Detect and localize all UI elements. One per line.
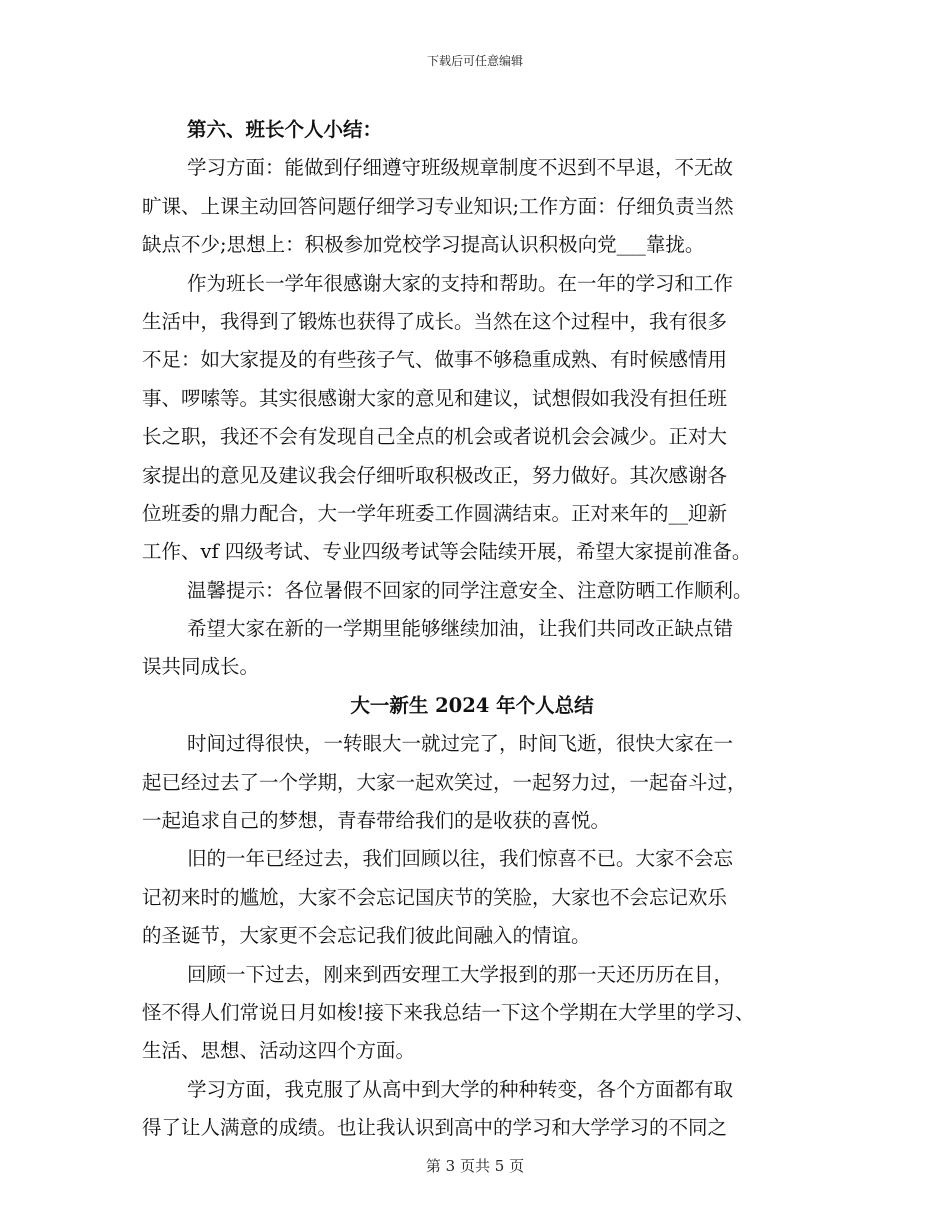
page-footer: 第 3 页共 5 页: [425, 1157, 525, 1175]
paragraph-line: 位班委的鼎力配合，大一学年班委工作圆满结束。正对来年的__迎新: [142, 501, 728, 525]
paragraph-line: 工作、vf 四级考试、专业四级考试等会陆续开展，希望大家提前准备。: [142, 540, 752, 564]
section-heading: 第六、班长个人小结：: [187, 118, 383, 141]
paragraph-line: 回顾一下过去，刚来到西安理工大学报到的那一天还历历在目，: [187, 962, 734, 986]
page-header: 下载后可任意编辑: [426, 54, 523, 68]
paragraph-line: 希望大家在新的一学期里能够继续加油，让我们共同改正缺点错: [187, 617, 734, 641]
paragraph-line: 时间过得很快，一转眼大一就过完了，时间飞逝，很快大家在一: [187, 732, 734, 756]
paragraph-line: 温馨提示：各位暑假不回家的同学注意安全、注意防晒工作顺利。: [187, 578, 753, 602]
paragraph-line: 得了让人满意的成绩。也让我认识到高中的学习和大学学习的不同之: [142, 1116, 728, 1140]
paragraph-line: 学习方面，我克服了从高中到大学的种种转变，各个方面都有取: [187, 1077, 734, 1101]
paragraph-line: 生活、思想、活动这四个方面。: [142, 1039, 416, 1063]
paragraph-line: 记初来时的尴尬，大家不会忘记国庆节的笑脸，大家也不会忘记欢乐: [142, 885, 728, 909]
paragraph-line: 作为班长一学年很感谢大家的支持和帮助。在一年的学习和工作: [187, 271, 734, 295]
paragraph-line: 误共同成长。: [142, 655, 260, 679]
paragraph-line: 起已经过去了一个学期，大家一起欢笑过，一起努力过，一起奋斗过，: [142, 770, 747, 794]
paragraph-line: 学习方面：能做到仔细遵守班级规章制度不迟到不早退，不无故: [187, 156, 734, 180]
paragraph-line: 怪不得人们常说日月如梭!接下来我总结一下这个学期在大学里的学习、: [142, 1000, 755, 1024]
paragraph-line: 家提出的意见及建议我会仔细听取积极改正，努力做好。其次感谢各: [142, 463, 728, 487]
paragraph-line: 生活中，我得到了锻炼也获得了成长。当然在这个过程中，我有很多: [142, 309, 728, 333]
paragraph-line: 的圣诞节，大家更不会忘记我们彼此间融入的情谊。: [142, 924, 591, 948]
paragraph-line: 旧的一年已经过去，我们回顾以往，我们惊喜不已。大家不会忘: [187, 847, 734, 871]
paragraph-line: 缺点不少;思想上：积极参加党校学习提高认识积极向党___靠拢。: [142, 233, 705, 257]
document-title: 大一新生 2024 年个人总结: [350, 693, 594, 717]
paragraph-line: 事、啰嗦等。其实很感谢大家的意见和建议，试想假如我没有担任班: [142, 386, 728, 410]
paragraph-line: 一起追求自己的梦想，青春带给我们的是收获的喜悦。: [142, 809, 611, 833]
paragraph-line: 长之职，我还不会有发现自己全点的机会或者说机会会减少。正对大: [142, 425, 728, 449]
paragraph-line: 旷课、上课主动回答问题仔细学习专业知识;工作方面：仔细负责当然: [142, 194, 734, 218]
paragraph-line: 不足：如大家提及的有些孩子气、做事不够稳重成熟、有时候感情用: [142, 348, 728, 372]
document-body: [142, 111, 822, 1148]
